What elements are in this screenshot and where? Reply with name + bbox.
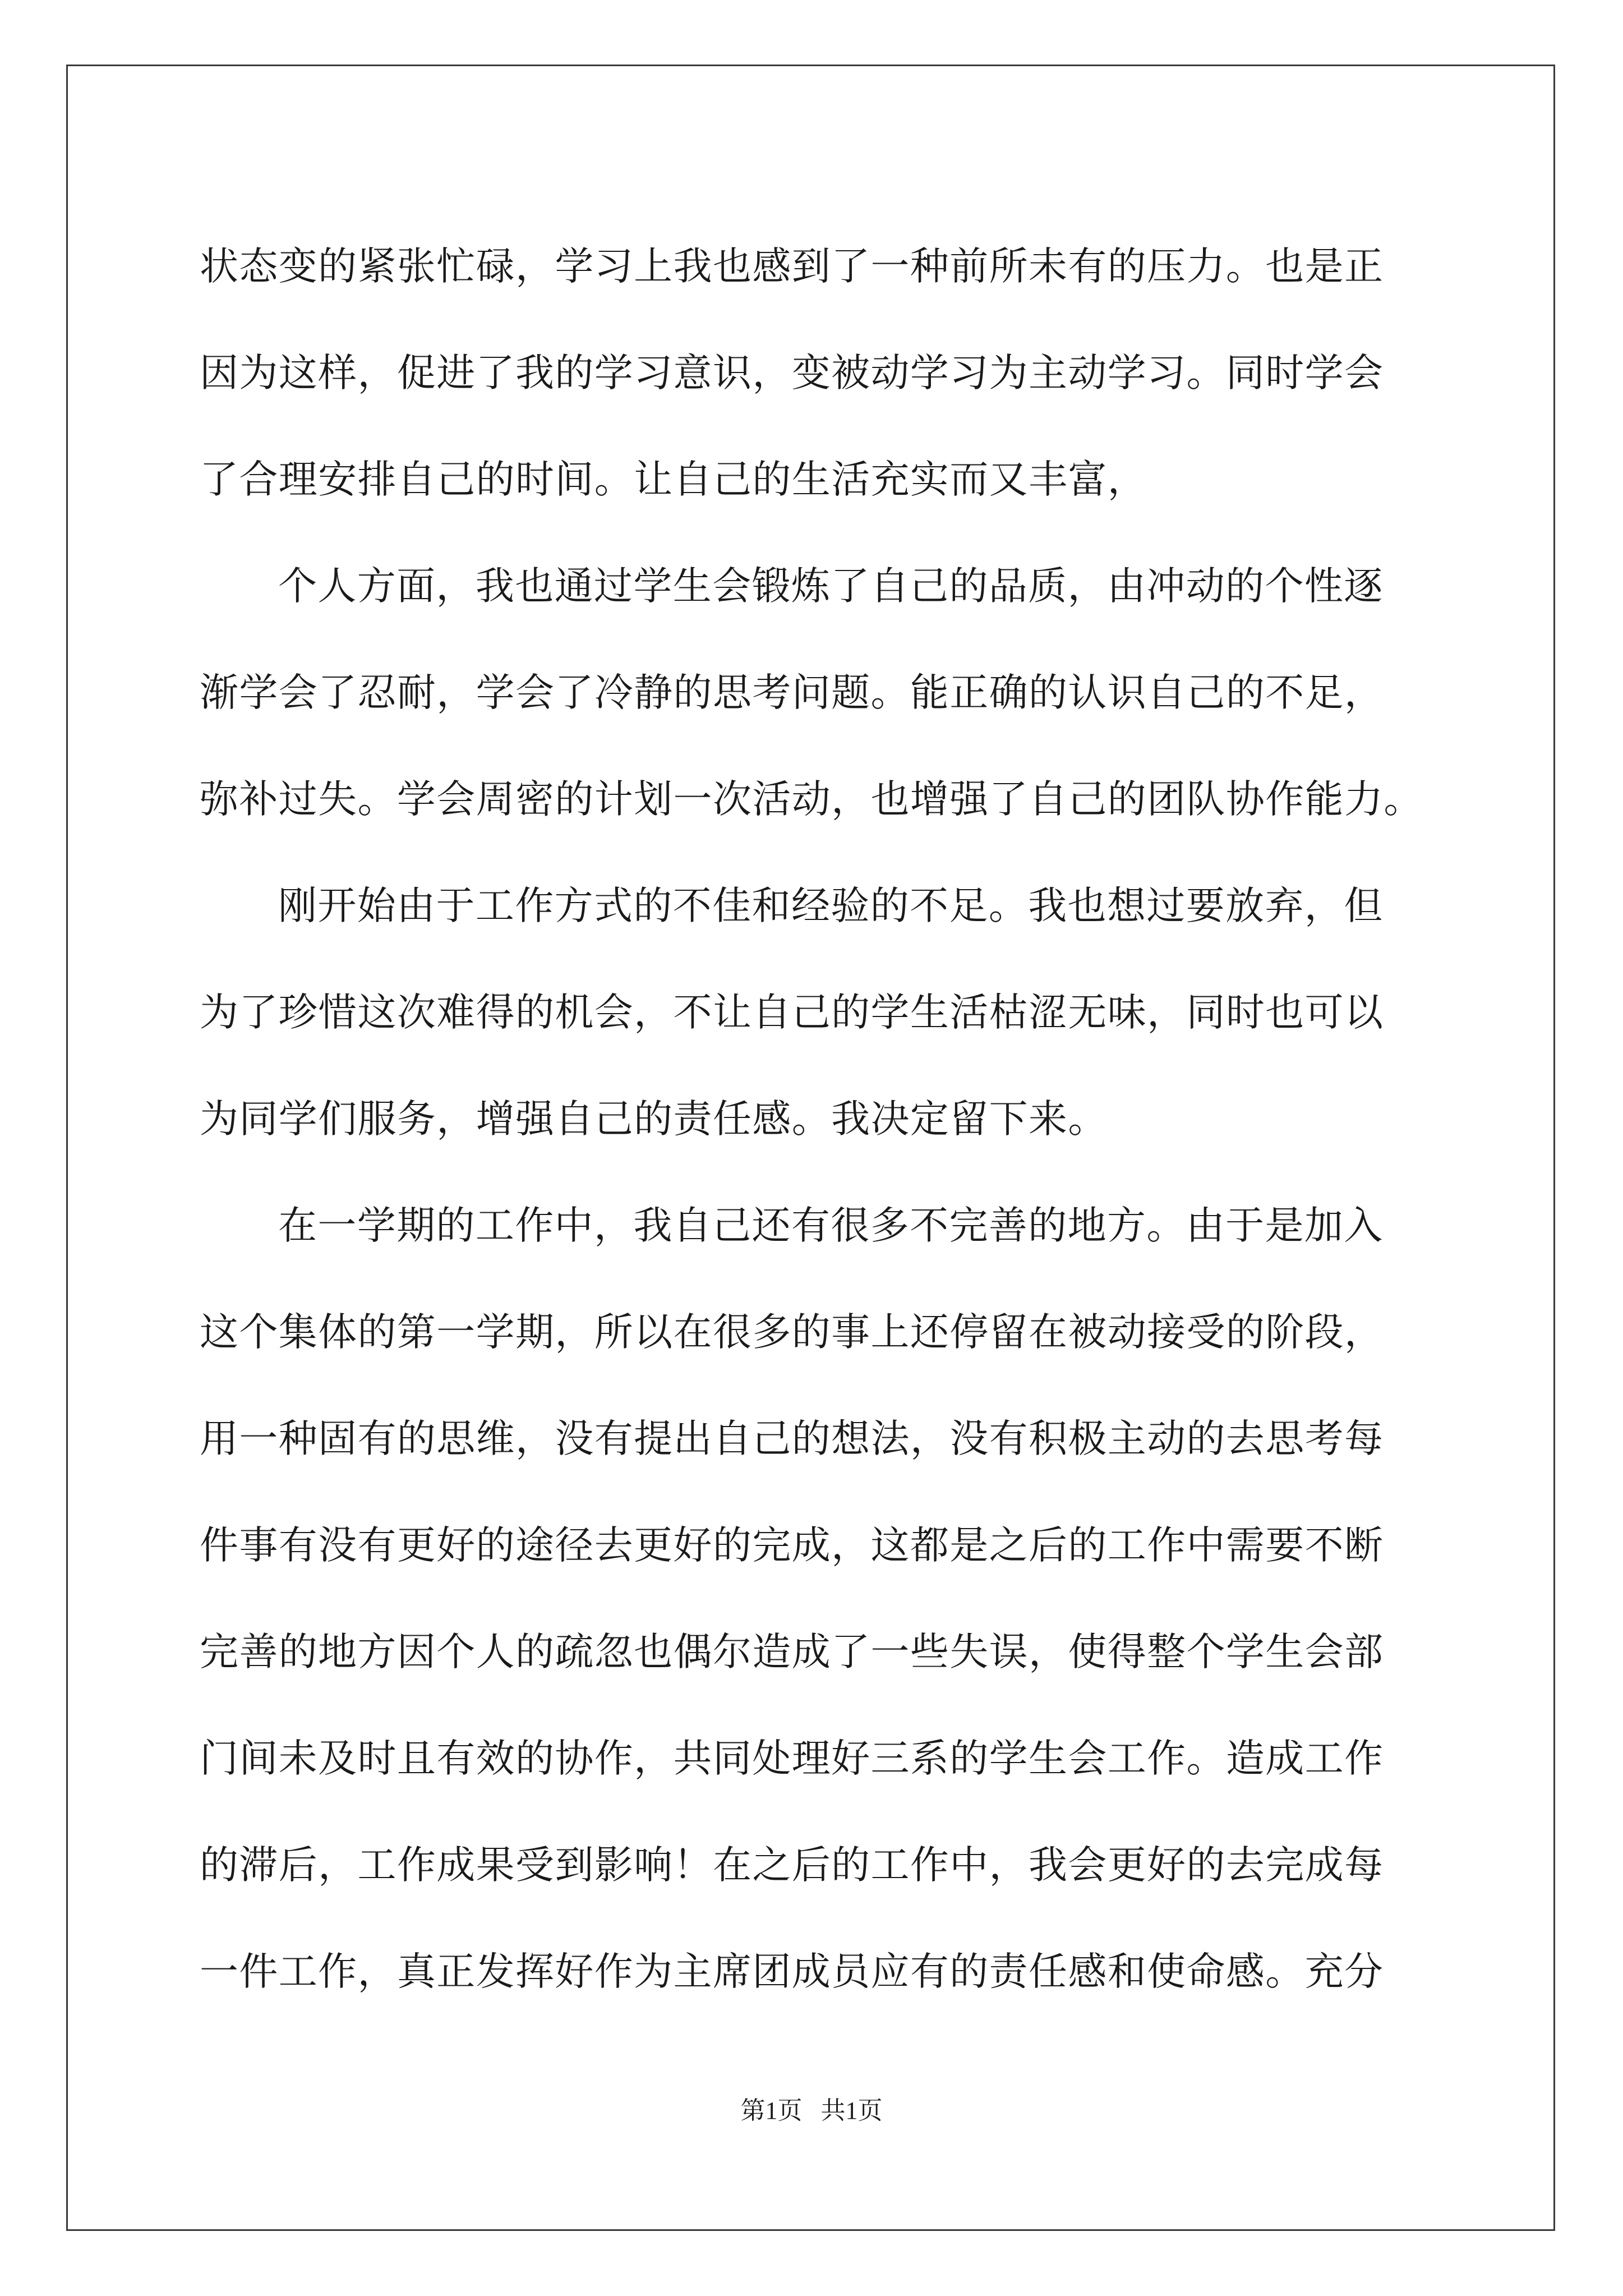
text-line: 状态变的紧张忙碌，学习上我也感到了一种前所未有的压力。也是正 [200, 244, 1384, 289]
text-line: 渐学会了忍耐，学会了冷静的思考问题。能正确的认识自己的不足， [200, 670, 1384, 715]
text-line: 的滞后，工作成果受到影响！在之后的工作中，我会更好的去完成每 [200, 1843, 1384, 1888]
text-line: 刚开始由于工作方式的不佳和经验的不足。我也想过要放弃，但 [278, 884, 1384, 928]
text-line: 个人方面，我也通过学生会锻炼了自己的品质，由冲动的个性逐 [278, 564, 1384, 609]
text-line: 这个集体的第一学期，所以在很多的事上还停留在被动接受的阶段， [200, 1310, 1384, 1355]
text-line: 弥补过失。学会周密的计划一次活动，也增强了自己的团队协作能力。 [200, 777, 1423, 822]
text-line: 完善的地方因个人的疏忽也偶尔造成了一些失误，使得整个学生会部 [200, 1630, 1384, 1674]
page-number: 第1页 [740, 2097, 803, 2124]
text-line: 因为这样，促进了我的学习意识，变被动学习为主动学习。同时学会 [200, 351, 1384, 395]
document-body [200, 213, 1433, 2025]
page-total: 共1页 [820, 2097, 883, 2124]
text-line: 一件工作，真正发挥好作为主席团成员应有的责任感和使命感。充分 [200, 1949, 1384, 1994]
text-line: 了合理安排自己的时间。让自己的生活充实而又丰富， [200, 457, 1147, 502]
text-line: 为了珍惜这次难得的机会，不让自己的学生活枯涩无味，同时也可以 [200, 990, 1384, 1035]
text-line: 在一学期的工作中，我自己还有很多不完善的地方。由于是加入 [278, 1203, 1384, 1248]
text-line: 用一种固有的思维，没有提出自己的想法，没有积极主动的去思考每 [200, 1416, 1384, 1461]
page-footer [0, 2090, 1623, 2126]
text-line: 为同学们服务，增强自己的责任感。我决定留下来。 [200, 1097, 1108, 1142]
text-line: 门间未及时且有效的协作，共同处理好三系的学生会工作。造成工作 [200, 1736, 1384, 1781]
text-line: 件事有没有更好的途径去更好的完成，这都是之后的工作中需要不断 [200, 1523, 1384, 1568]
